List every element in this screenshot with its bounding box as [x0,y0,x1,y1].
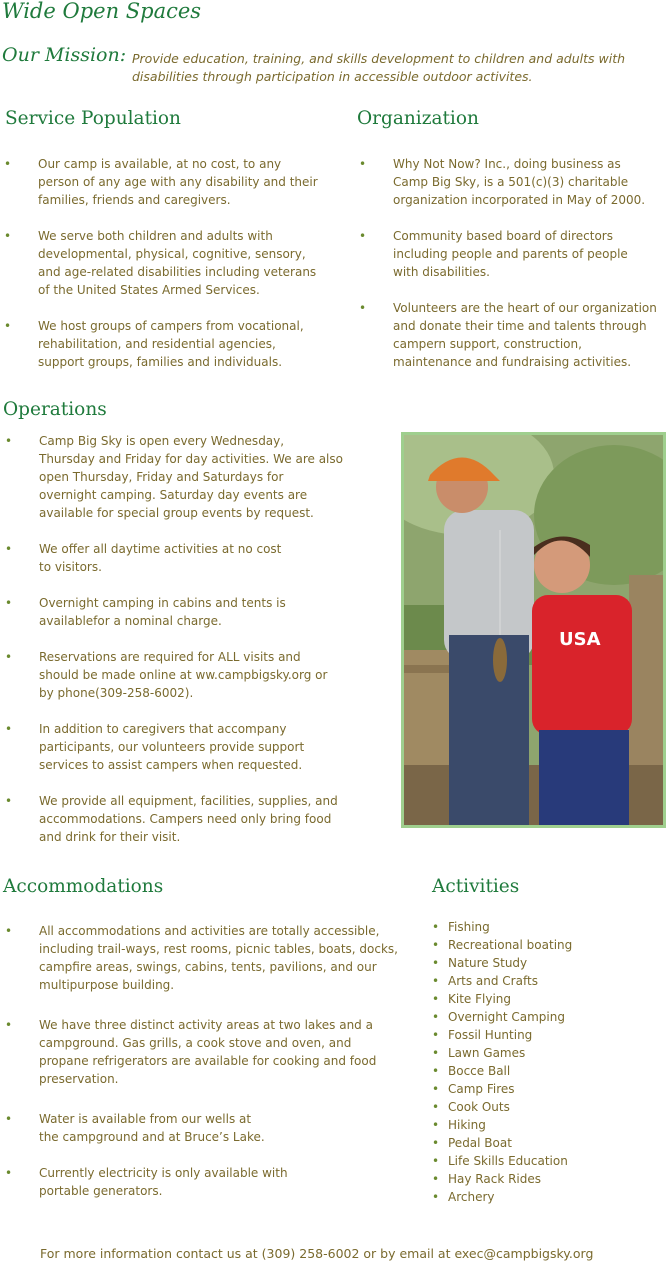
list-item: • All accommodations and activities are totally accessible, including trail-ways, rest rooms, picnic tables, boats, docks, campfire areas, swings, cabins, tents, pavilions, and our multipurpose building. [3,922,398,994]
list-item: • Archery [430,1188,660,1206]
list-item: • Community based board of directors including people and parents of people with disabilities. [357,227,657,281]
list-item: • Reservations are required for ALL visits and should be made online at ww.campbigsky.org or by phone(309-258-6002). [3,648,343,702]
list-item: • Volunteers are the heart of our organization and donate their time and talents through campern support, construction, maintenance and fundraising activities. [357,299,657,371]
list-item: • Hiking [430,1116,660,1134]
page-title: Wide Open Spaces [2,0,202,23]
list-item: • In addition to caregivers that accompany participants, our volunteers provide support services to assist campers when requested. [3,720,343,774]
list-item: • We serve both children and adults with developmental, physical, cognitive, sensory, and age-related disabilities including veterans of the United States Armed Services. [2,227,318,299]
list-item: • Hay Rack Rides [430,1170,660,1188]
list-item: • We host groups of campers from vocational, rehabilitation, and residential agencies, support groups, families and individuals. [2,317,318,371]
list-item: • Fossil Hunting [430,1026,660,1044]
activities-list [430,918,660,1206]
list-item: • We provide all equipment, facilities, supplies, and accommodations. Campers need only bring food and drink for their visit. [3,792,343,846]
campers-photo [401,432,666,828]
list-item: • Arts and Crafts [430,972,660,990]
list-item: • Why Not Now? Inc., doing business as Camp Big Sky, is a 501(c)(3) charitable organization incorporated in May of 2000. [357,155,657,209]
list-item: • Pedal Boat [430,1134,660,1152]
accommodations-heading: Accommodations [3,876,164,897]
list-item: • Kite Flying [430,990,660,1008]
shirt-text: USA [559,629,601,650]
list-item: • Cook Outs [430,1098,660,1116]
organization-list [357,155,657,371]
list-item: • We have three distinct activity areas at two lakes and a campground. Gas grills, a cook stove and oven, and propane refrigerators are available for cooking and food preservation. [3,1016,398,1088]
list-item: • We offer all daytime activities at no cost to visitors. [3,540,293,576]
operations-heading: Operations [3,399,107,420]
list-item: • Bocce Ball [430,1062,660,1080]
accommodations-list [3,922,398,1200]
fishing-photo-illustration [404,435,663,825]
mission-text: Provide education, training, and skills development to children and adults with disabilities through participation in accessible outdoor activites. [132,51,626,84]
list-item: • Water is available from our wells at the campground and at Bruce’s Lake. [3,1110,273,1146]
service-population-heading: Service Population [5,108,181,129]
service-population-list [2,155,318,371]
operations-list [3,432,343,846]
footer-contact: For more information contact us at (309) 258-6002 or by email at exec@campbigsky.org [40,1246,594,1261]
organization-heading: Organization [357,108,479,129]
list-item: • Nature Study [430,954,660,972]
list-item: • Life Skills Education [430,1152,660,1170]
list-item: • Overnight Camping [430,1008,660,1026]
activities-heading: Activities [432,876,520,897]
list-item: • Camp Fires [430,1080,660,1098]
list-item: • Recreational boating [430,936,660,954]
list-item: • Currently electricity is only available with portable generators. [3,1164,333,1200]
list-item: • Lawn Games [430,1044,660,1062]
list-item: • Overnight camping in cabins and tents is availablefor a nominal charge. [3,594,293,630]
list-item: • Fishing [430,918,660,936]
list-item: • Our camp is available, at no cost, to any person of any age with any disability and their families, friends and caregivers. [2,155,318,209]
mission-label: Our Mission: [2,44,127,66]
list-item: • Camp Big Sky is open every Wednesday, Thursday and Friday for day activities. We are also open Thursday, Friday and Saturdays for overnight camping. Saturday day events are available for special group events by request. [3,432,343,522]
